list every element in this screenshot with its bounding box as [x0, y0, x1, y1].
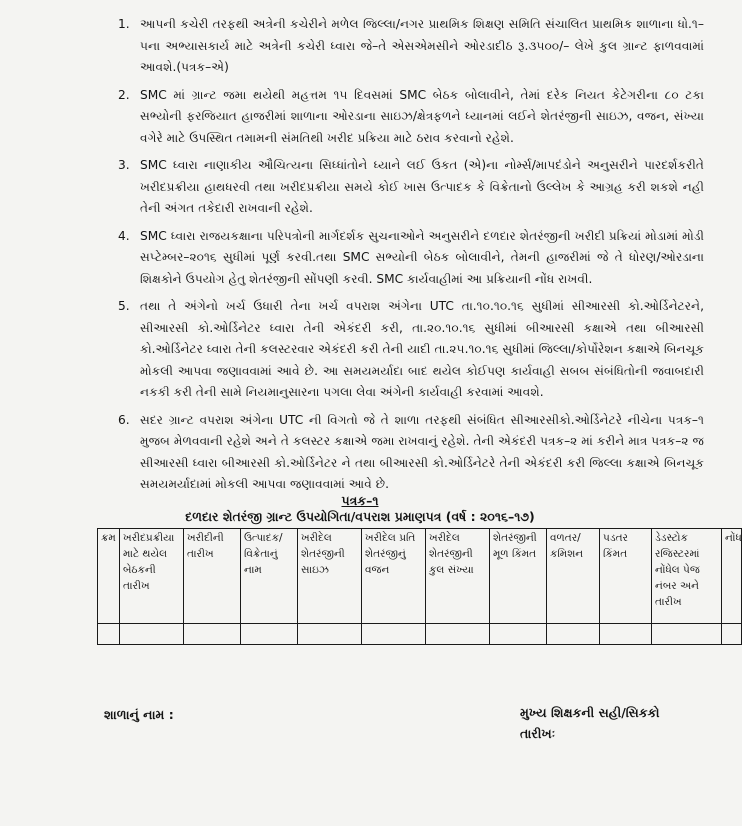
- headteacher-signature-label: મુખ્ય શિક્ષકની સહી/સિકકો: [520, 705, 660, 720]
- item-number: 2.: [118, 87, 130, 102]
- table-cell: [120, 624, 184, 645]
- item-text: SMC ધ્વારા રાજયકક્ષાના પરિપત્રોની માર્ગદર્શક સુચનાઓને અનુસરીને દળદાર શેતરંજીની ખરીદી પ્રક્રિયાં મોડામાં મોડી સપ્ટેમ્બર–૨૦૧૬ સુધીમાં પૂર્ણ કરવી.તથા SMC સભ્યોની બેઠક બોલાવીને, તેમની હાજરીમાં જે તે ધોરણ/ઓરડાના શિક્ષકોને ઉપયોગ હેતુ શેતરંજીની સોંપણી કરવી. SMC કાર્યવાહીમાં આ પ્રક્રિયાની નોંધ રાખવી.: [140, 228, 704, 286]
- col-header: શેતરંજીની મૂળ કિંમત: [490, 529, 547, 624]
- col-header: પડતર કિંમત: [600, 529, 652, 624]
- date-label: તારીખઃ: [520, 726, 556, 741]
- table-cell: [298, 624, 362, 645]
- col-header: ખરીદેલ શેતરંજીની સાઇઝ: [298, 529, 362, 624]
- col-header: ખરીદપ્રક્રીયા માટે થયેલ બેઠકની તારીખ: [120, 529, 184, 624]
- table-cell: [490, 624, 547, 645]
- instruction-item: [0, 14, 720, 79]
- table-cell: [547, 624, 600, 645]
- table-cell: [362, 624, 426, 645]
- col-header: નોંધ: [722, 529, 742, 624]
- instruction-item: [0, 85, 720, 150]
- item-text: તથા તે અંગેનો ખર્ચ ઉધારી તેના ખર્ચ વપરાશ અંગેના UTC તા.૧૦.૧૦.૧૬ સુધીમાં સીઆરસી કો.ઓર્ડિનેટરને, સીઆરસી કો.ઓર્ડિનેટર ધ્વારા તેની એકંદરી કરી, તા.૨૦.૧૦.૧૬ સુધીમાં બીઆરસી કક્ષાએ તથા બીઆરસી કો.ઓર્ડિનેટર ધ્વારા તેની કલસ્ટરવાર એકંદરી કરી તેની યાદી તા.૨૫.૧૦.૧૬ સુધીમાં જિલ્લા/કોર્પોરેશન કક્ષાએ બિનચૂક મોકલી આપવા જણાવવામાં આવે છે. આ સમયમર્યાદા બાદ થયેલ કોઈપણ કાર્યવાહી સબબ સંબંધિતોની જવાબદારી નકકી કરી તેની સામે નિયમાનુસારના પગલા લેવા અંગેની કાર્યવાહી કરવામાં આવશે.: [140, 299, 704, 399]
- table-cell: [98, 624, 120, 645]
- instruction-item: [0, 410, 720, 496]
- item-text: SMC ધ્વારા નાણાકીય ઔચિત્યના સિધ્ધાંતોને ધ્યાને લઈ ઉકત (એ)ના નોર્મ્સ/માપદંડોને અનુસરીને પારદર્શકરીતે ખરીદપ્રક્રીયા હાથધરવી તથા ખરીદપ્રક્રીયા સમયે કોઈ ખાસ ઉત્પાદક કે વિક્રેતાનો ઉલ્લેખ કે આગ્રહ કરી શકશે નહી તેની અંગત તકેદારી રાખવાની રહેશે.: [140, 158, 704, 215]
- item-number: 5.: [118, 299, 130, 313]
- form-caption: પત્રક–૧: [341, 493, 379, 508]
- table-row: [98, 624, 742, 645]
- utilization-table: [97, 528, 742, 645]
- instruction-item: [0, 226, 720, 291]
- table-cell: [722, 624, 742, 645]
- table-cell: [184, 624, 241, 645]
- table-cell: [241, 624, 298, 645]
- item-text: સદર ગ્રાન્ટ વપરાશ અંગેના UTC ની વિગતો જે તે શાળા તરફથી સંબંધિત સીઆરસીકો.ઓર્ડિનેટરે નીચેના પત્રક–૧ મુજબ મેળવવાની રહેશે અને તે કલસ્ટર કક્ષાએ જમા રાખવાનું રહેશે. તેની એકંદરી પત્રક–૨ માં કરીને માત્ર પત્રક–૨ જ સીઆરસી ધ્વારા બીઆરસી કો.ઓર્ડિનેટર ને તથા બીઆરસી કો.ઓર્ડિનેટરે તેની એકંદરી કરી જિલ્લા કક્ષાએ બિનચૂક સમયમર્યાદામાં મોકલી આપવા જણાવવામાં આવે છે.: [140, 412, 704, 491]
- col-header: ખરીદેલ પ્રતિ શેતરંજીનું વજન: [362, 529, 426, 624]
- table-cell: [600, 624, 652, 645]
- form-title: દળદાર શેતરંજી ગ્રાન્ટ ઉપયોગિતા/વપરાશ પ્રમાણપત્ર (વર્ષ : ૨૦૧૬–૧૭): [185, 509, 535, 524]
- instruction-item: [0, 155, 720, 220]
- item-number: 1.: [118, 17, 130, 31]
- col-header: ક્રમ: [98, 529, 120, 624]
- table-header-row: [98, 529, 742, 624]
- item-number: 4.: [118, 228, 130, 243]
- school-name-label: શાળાનું નામ :: [104, 707, 174, 722]
- item-number: 6.: [118, 412, 130, 427]
- instructions-list: [0, 14, 720, 502]
- item-text: આપની કચેરી તરફથી અત્રેની કચેરીને મળેલ જિલ્લા/નગર પ્રાથમિક શિક્ષણ સમિતિ સંચાલિત પ્રાથમિક શાળાના ધો.૧–૫ના અભ્યાસકાર્ય માટે અત્રેની કચેરી ધ્વારા જે–તે એસએમસીને ઓરડાદીઠ રૂ.૩૫૦૦/– લેખે કુલ ગ્રાન્ટ ફાળવવામાં આવશે.(પત્રક–એ): [140, 17, 704, 74]
- col-header: વળતર/ કમિશન: [547, 529, 600, 624]
- table-cell: [652, 624, 722, 645]
- col-header: ડેડસ્ટોક રજિસ્ટરમાં નોંધેલ પેજ નંબર અને તારીખ: [652, 529, 722, 624]
- item-number: 3.: [118, 158, 130, 172]
- col-header: ખરીદેલ શેતરંજીની કુલ સંખ્યા: [426, 529, 490, 624]
- table-cell: [426, 624, 490, 645]
- col-header: ઉત્પાદક/ વિક્રેતાનું નામ: [241, 529, 298, 624]
- instruction-item: [0, 296, 720, 404]
- col-header: ખરીદીની તારીખ: [184, 529, 241, 624]
- item-text: SMC માં ગ્રાન્ટ જમા થયેથી મહત્તમ ૧૫ દિવસમાં SMC બેઠક બોલાવીને, તેમાં દરેક નિયત કેટેગરીના ૮૦ ટકા સભ્યોની ફરજિયાત હાજરીમાં શાળાના ઓરડાના સાઇઝ/ક્ષેત્રફળને ધ્યાનમાં લઈને શેતરંજીની સાઇઝ, વજન, સંખ્યા વગેરે માટે ઉપસ્થિત તમામની સંમતિથી ખરીદ પ્રક્રિયા માટે ઠરાવ કરવાનો રહેશે.: [140, 87, 704, 145]
